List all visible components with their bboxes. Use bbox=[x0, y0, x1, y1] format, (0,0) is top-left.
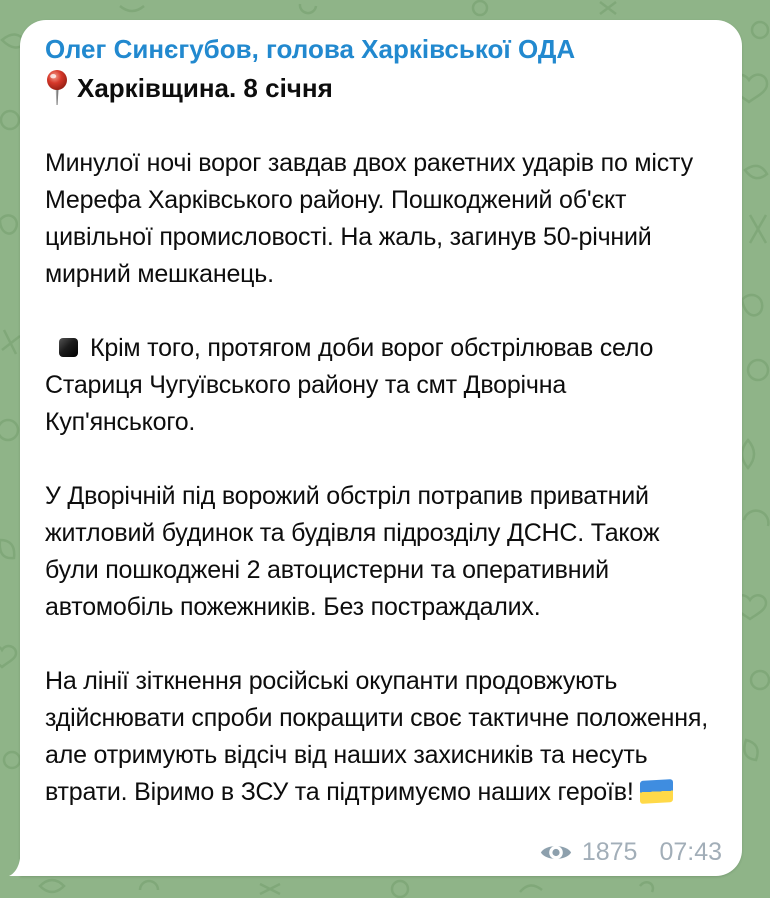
message-paragraph bbox=[45, 478, 716, 626]
message-time: 07:43 bbox=[659, 838, 722, 866]
paragraph-text: Минулої ночі ворог завдав двох ракетних ударів по місту Мерефа Харківського району. Пошкоджений об'єкт цивільної промисловості. На жаль, загинув 50-річний мирний мешканець. bbox=[45, 149, 693, 288]
pin-icon bbox=[45, 69, 69, 107]
message-paragraph bbox=[45, 145, 716, 293]
view-count: 1875 bbox=[581, 838, 638, 866]
post-location-date bbox=[45, 68, 716, 108]
message-meta bbox=[539, 838, 722, 867]
ukraine-flag-icon bbox=[640, 779, 673, 804]
black-square-icon bbox=[59, 338, 78, 357]
channel-name[interactable]: Олег Синєгубов, голова Харківської ОДА bbox=[45, 34, 576, 64]
paragraph-text: У Дворічній під ворожий обстріл потрапив приватний житловий будинок та будівля підрозділу ДСНС. Також були пошкоджені 2 автоцистерни та оперативний автомобіль пожежників. Без постраждалих. bbox=[45, 482, 660, 621]
message-paragraph bbox=[45, 663, 716, 811]
eye-icon bbox=[539, 841, 573, 864]
post-location-date-label: Харківщина. 8 січня bbox=[77, 73, 333, 103]
message-bubble bbox=[20, 20, 742, 876]
paragraph-text: Крім того, протягом доби ворог обстрілював село Стариця Чугуївського району та смт Дворічна Куп'янського. bbox=[45, 334, 654, 436]
paragraph-text: На лінії зіткнення російські окупанти продовжують здійснювати спроби покращити своє тактичне положення, але отримують відсіч від наших захисників та несуть втрати. Віримо в ЗСУ та підтримуємо наших героїв! bbox=[45, 667, 708, 806]
message-paragraph bbox=[45, 330, 716, 441]
